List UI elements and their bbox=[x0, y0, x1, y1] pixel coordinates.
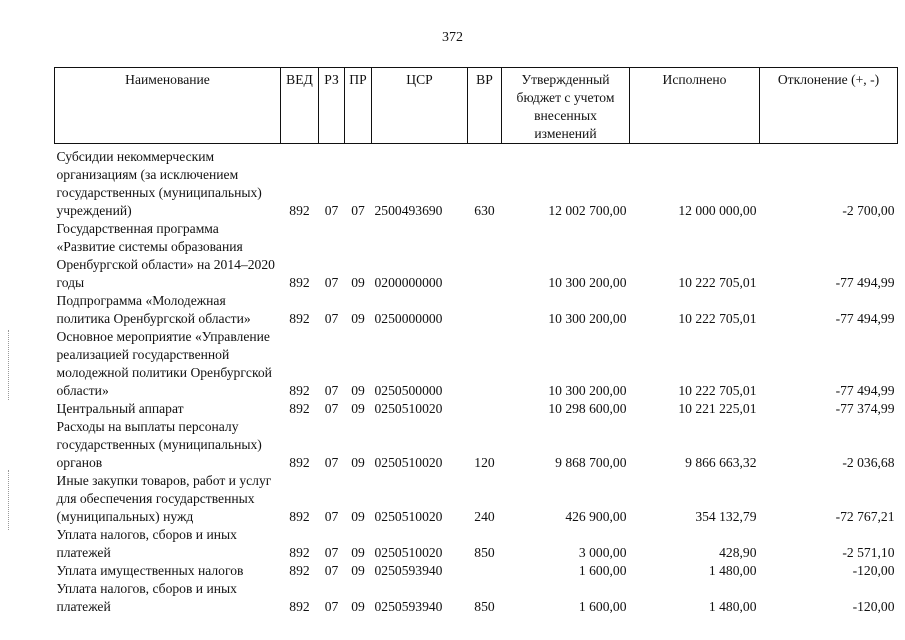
row-vr: 850 bbox=[474, 545, 495, 560]
header-deviation: Отклонение (+, -) bbox=[760, 68, 898, 144]
row-approved: 10 300 200,00 bbox=[548, 383, 627, 398]
row-vr bbox=[468, 292, 502, 328]
row-name: Государственная программа «Развитие системы образования Оренбургской области» на 2014–2020 годы bbox=[56, 221, 275, 290]
table-row bbox=[55, 220, 898, 292]
row-rz: 07 bbox=[324, 599, 339, 614]
row-deviation: -2 571,10 bbox=[842, 545, 895, 560]
row-vr bbox=[468, 220, 502, 292]
row-ved: 892 bbox=[289, 383, 310, 398]
scan-margin-mark bbox=[8, 470, 10, 530]
row-name: Центральный аппарат bbox=[56, 401, 184, 416]
table-row bbox=[55, 400, 898, 418]
row-name: Уплата налогов, сборов и иных платежей bbox=[56, 581, 237, 614]
row-pr: 07 bbox=[351, 203, 365, 218]
row-rz: 07 bbox=[324, 401, 339, 416]
row-ved: 892 bbox=[289, 203, 310, 218]
row-rz: 07 bbox=[324, 509, 339, 524]
row-deviation: -72 767,21 bbox=[835, 509, 895, 524]
row-ved: 892 bbox=[289, 599, 310, 614]
row-csr: 0250510020 bbox=[374, 455, 443, 470]
row-approved: 1 600,00 bbox=[578, 599, 627, 614]
row-ved: 892 bbox=[289, 563, 310, 578]
row-deviation: -77 494,99 bbox=[835, 383, 895, 398]
row-ved: 892 bbox=[289, 545, 310, 560]
row-executed: 9 866 663,32 bbox=[685, 455, 757, 470]
row-ved: 892 bbox=[289, 455, 310, 470]
row-rz: 07 bbox=[324, 311, 339, 326]
row-executed: 10 221 225,01 bbox=[678, 401, 757, 416]
row-executed: 10 222 705,01 bbox=[678, 383, 757, 398]
row-pr: 09 bbox=[351, 563, 365, 578]
row-csr: 0250000000 bbox=[374, 311, 443, 326]
row-name: Уплата имущественных налогов bbox=[56, 563, 244, 578]
table-row bbox=[55, 580, 898, 616]
header-pr: ПР bbox=[345, 68, 372, 144]
row-rz: 07 bbox=[324, 275, 339, 290]
row-ved: 892 bbox=[289, 275, 310, 290]
row-csr: 0250500000 bbox=[374, 383, 443, 398]
row-name: Иные закупки товаров, работ и услуг для обеспечения государственных (муниципальных) нужд bbox=[56, 473, 272, 524]
budget-table bbox=[54, 67, 898, 616]
row-name: Подпрограмма «Молодежная политика Оренбургской области» bbox=[56, 293, 251, 326]
row-pr: 09 bbox=[351, 401, 365, 416]
row-approved: 10 300 200,00 bbox=[548, 311, 627, 326]
row-pr: 09 bbox=[351, 311, 365, 326]
table-row bbox=[55, 292, 898, 328]
row-rz: 07 bbox=[324, 563, 339, 578]
table-row bbox=[55, 148, 898, 220]
row-approved: 12 002 700,00 bbox=[548, 203, 627, 218]
row-csr: 0250510020 bbox=[374, 545, 443, 560]
row-approved: 9 868 700,00 bbox=[555, 455, 627, 470]
table-row bbox=[55, 562, 898, 580]
row-rz: 07 bbox=[324, 545, 339, 560]
scan-margin-mark bbox=[8, 330, 10, 400]
row-csr: 0250593940 bbox=[374, 563, 443, 578]
row-deviation: -77 494,99 bbox=[835, 311, 895, 326]
row-name: Основное мероприятие «Управление реализацией государственной молодежной политики Оренбургской области» bbox=[56, 329, 272, 398]
header-approved-budget: Утвержденный бюджет с учетом внесенных изменений bbox=[502, 68, 630, 144]
header-vr: ВР bbox=[468, 68, 502, 144]
row-vr bbox=[468, 400, 502, 418]
row-vr bbox=[468, 328, 502, 400]
row-name: Расходы на выплаты персоналу государственных (муниципальных) органов bbox=[56, 419, 262, 470]
row-approved: 10 300 200,00 bbox=[548, 275, 627, 290]
row-deviation: -77 374,99 bbox=[835, 401, 895, 416]
row-vr: 240 bbox=[474, 509, 495, 524]
row-deviation: -2 700,00 bbox=[842, 203, 895, 218]
table-row bbox=[55, 526, 898, 562]
row-deviation: -120,00 bbox=[852, 599, 895, 614]
row-vr bbox=[468, 562, 502, 580]
header-executed: Исполнено bbox=[630, 68, 760, 144]
row-pr: 09 bbox=[351, 383, 365, 398]
table-row bbox=[55, 472, 898, 526]
row-csr: 0250593940 bbox=[374, 599, 443, 614]
row-vr: 630 bbox=[474, 203, 495, 218]
row-executed: 1 480,00 bbox=[708, 563, 757, 578]
row-approved: 426 900,00 bbox=[565, 509, 627, 524]
row-name: Уплата налогов, сборов и иных платежей bbox=[56, 527, 237, 560]
row-ved: 892 bbox=[289, 401, 310, 416]
row-csr: 0250510020 bbox=[374, 401, 443, 416]
row-executed: 428,90 bbox=[719, 545, 757, 560]
header-name: Наименование bbox=[55, 68, 281, 144]
header-ved: ВЕД bbox=[281, 68, 319, 144]
row-pr: 09 bbox=[351, 275, 365, 290]
row-executed: 12 000 000,00 bbox=[678, 203, 757, 218]
row-deviation: -120,00 bbox=[852, 563, 895, 578]
row-executed: 1 480,00 bbox=[708, 599, 757, 614]
row-pr: 09 bbox=[351, 545, 365, 560]
row-executed: 10 222 705,01 bbox=[678, 311, 757, 326]
row-rz: 07 bbox=[324, 383, 339, 398]
row-vr: 120 bbox=[474, 455, 495, 470]
row-executed: 354 132,79 bbox=[695, 509, 757, 524]
row-rz: 07 bbox=[324, 455, 339, 470]
row-pr: 09 bbox=[351, 509, 365, 524]
row-vr: 850 bbox=[474, 599, 495, 614]
row-executed: 10 222 705,01 bbox=[678, 275, 757, 290]
header-csr: ЦСР bbox=[372, 68, 468, 144]
table-header-row bbox=[55, 68, 898, 144]
row-csr: 0250510020 bbox=[374, 509, 443, 524]
header-rz: РЗ bbox=[319, 68, 345, 144]
row-approved: 3 000,00 bbox=[578, 545, 627, 560]
page-number: 372 bbox=[442, 30, 463, 45]
row-deviation: -2 036,68 bbox=[842, 455, 895, 470]
row-ved: 892 bbox=[289, 509, 310, 524]
table-row bbox=[55, 328, 898, 400]
row-ved: 892 bbox=[289, 311, 310, 326]
row-name: Субсидии некоммерческим организациям (за исключением государственных (муниципальных) учреждений) bbox=[56, 149, 262, 218]
row-csr: 0200000000 bbox=[374, 275, 443, 290]
row-pr: 09 bbox=[351, 599, 365, 614]
row-rz: 07 bbox=[324, 203, 339, 218]
row-approved: 10 298 600,00 bbox=[548, 401, 627, 416]
row-approved: 1 600,00 bbox=[578, 563, 627, 578]
row-deviation: -77 494,99 bbox=[835, 275, 895, 290]
row-csr: 2500493690 bbox=[374, 203, 443, 218]
row-pr: 09 bbox=[351, 455, 365, 470]
table-row bbox=[55, 418, 898, 472]
